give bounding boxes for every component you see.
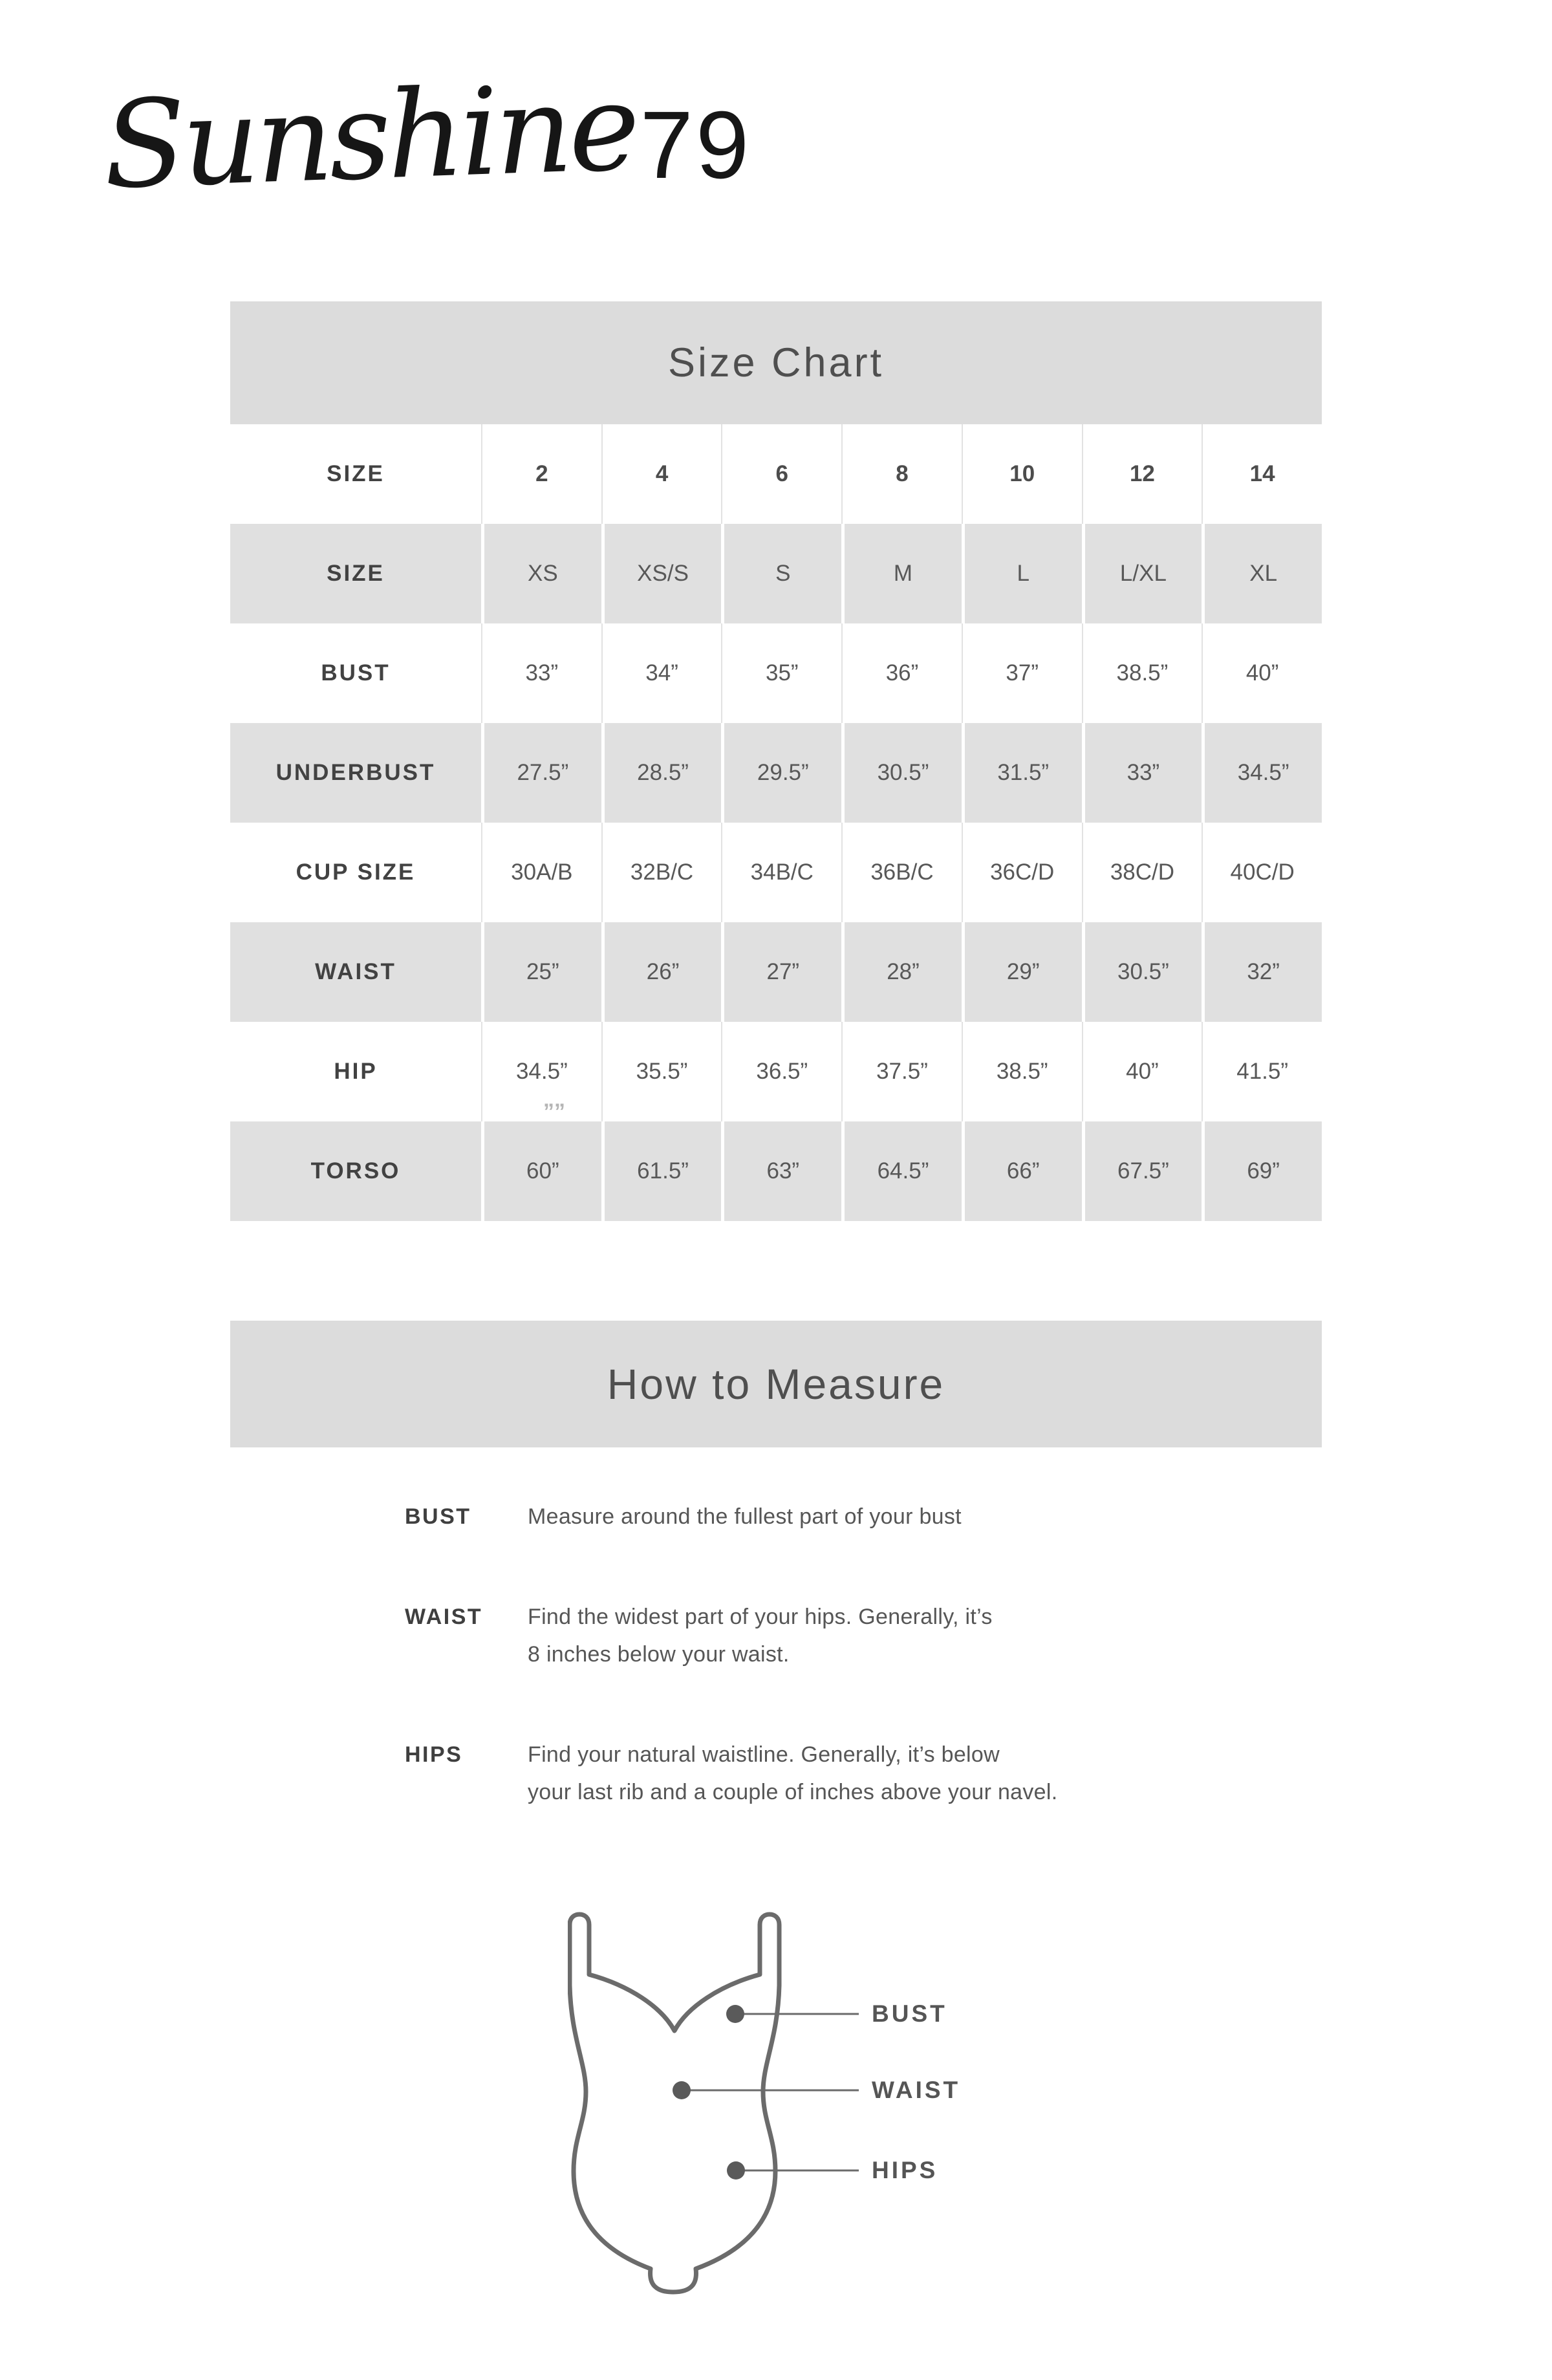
hips-marker-dot bbox=[727, 2161, 745, 2180]
measure-text-line: Find the widest part of your hips. Generally, it’s bbox=[528, 1605, 993, 1629]
waist-marker-dot bbox=[673, 2081, 691, 2099]
size-chart-cell: 32” bbox=[1202, 922, 1322, 1022]
measure-text-line: 8 inches below your waist. bbox=[528, 1642, 790, 1667]
size-chart-cell: 36B/C bbox=[841, 823, 962, 922]
measure-item-bust bbox=[230, 1498, 1322, 1535]
size-chart-cell: 67.5” bbox=[1082, 1121, 1202, 1221]
size-chart-header-band bbox=[230, 301, 1322, 424]
size-chart-cell: 34B/C bbox=[721, 823, 841, 922]
size-chart-cell: 36C/D bbox=[962, 823, 1082, 922]
size-chart-row bbox=[230, 524, 1322, 623]
size-chart-cell: 4 bbox=[601, 424, 722, 524]
size-chart-cell: 34.5” bbox=[481, 1022, 601, 1121]
how-to-measure-section bbox=[230, 1321, 1322, 1874]
size-chart-section bbox=[230, 301, 1322, 1221]
size-chart-cell: 31.5” bbox=[962, 723, 1082, 823]
size-chart-cell: XL bbox=[1202, 524, 1322, 623]
size-chart-cell: 64.5” bbox=[841, 1121, 962, 1221]
bust-marker-dot bbox=[726, 2005, 744, 2023]
size-chart-cell: M bbox=[841, 524, 962, 623]
size-chart-row bbox=[230, 823, 1322, 922]
size-chart-cell: 27.5” bbox=[481, 723, 601, 823]
size-chart-row-label: TORSO bbox=[230, 1121, 481, 1221]
size-chart-row bbox=[230, 623, 1322, 723]
size-chart-cell: 61.5” bbox=[601, 1121, 722, 1221]
how-to-measure-title: How to Measure bbox=[607, 1360, 945, 1408]
size-chart-row-label: WAIST bbox=[230, 922, 481, 1022]
size-chart-row-label: BUST bbox=[321, 660, 391, 686]
size-chart-cell: 40” bbox=[1202, 623, 1322, 723]
size-chart-cell: 60” bbox=[481, 1121, 601, 1221]
diagram-label-bust: BUST bbox=[872, 2000, 947, 2027]
measure-text-bust bbox=[528, 1498, 962, 1535]
size-chart-cell: 2 bbox=[481, 424, 601, 524]
diagram-label-waist: WAIST bbox=[872, 2077, 961, 2103]
size-chart-cell: 34.5” bbox=[1202, 723, 1322, 823]
size-chart-cell: 40” bbox=[1082, 1022, 1202, 1121]
measure-instructions-list bbox=[230, 1498, 1322, 1811]
size-chart-cell: 36.5” bbox=[721, 1022, 841, 1121]
measure-text-waist bbox=[528, 1598, 993, 1673]
size-chart-row-label: CUP SIZE bbox=[296, 860, 416, 885]
swimsuit-diagram bbox=[568, 1908, 1099, 2296]
size-chart-cell: 8 bbox=[841, 424, 962, 524]
size-chart-cell: 6 bbox=[721, 424, 841, 524]
how-to-measure-header-band bbox=[230, 1321, 1322, 1447]
size-chart-cell: 34” bbox=[601, 623, 722, 723]
size-chart-title: Size Chart bbox=[667, 340, 885, 385]
measure-text-line: your last rib and a couple of inches above your navel. bbox=[528, 1780, 1058, 1804]
size-chart-row bbox=[230, 922, 1322, 1022]
size-chart-row-label: SIZE bbox=[230, 524, 481, 623]
size-chart-cell: 12 bbox=[1082, 424, 1202, 524]
measure-text-hips bbox=[528, 1736, 1057, 1811]
size-chart-cell: XS bbox=[481, 524, 601, 623]
size-chart-cell: 63” bbox=[721, 1121, 841, 1221]
size-chart-cell: 38.5” bbox=[962, 1022, 1082, 1121]
size-chart-row bbox=[230, 723, 1322, 823]
size-chart-cell: 33” bbox=[1082, 723, 1202, 823]
brand-logo-script: Sunshine bbox=[101, 56, 639, 216]
size-chart-cell: 69” bbox=[1202, 1121, 1322, 1221]
size-chart-row bbox=[230, 424, 1322, 524]
size-chart-cell: 35” bbox=[721, 623, 841, 723]
size-chart-cell: 27” bbox=[721, 922, 841, 1022]
size-chart-cell: 29.5” bbox=[721, 723, 841, 823]
size-chart-cell: 35.5” bbox=[601, 1022, 722, 1121]
print-artifact-quote: ”” bbox=[543, 1099, 565, 1123]
measure-text-line: Measure around the fullest part of your bust bbox=[528, 1504, 962, 1529]
size-chart-cell: 38C/D bbox=[1082, 823, 1202, 922]
size-chart-cell: 41.5” bbox=[1202, 1022, 1322, 1121]
size-chart-cell: 38.5” bbox=[1082, 623, 1202, 723]
size-chart-cell: L bbox=[962, 524, 1082, 623]
measure-label-waist: WAIST bbox=[405, 1605, 483, 1629]
size-chart-row bbox=[230, 1121, 1322, 1221]
size-chart-cell: 25” bbox=[481, 922, 601, 1022]
brand-logo-number: 79 bbox=[640, 92, 752, 199]
size-chart-row-label: SIZE bbox=[327, 461, 385, 486]
size-chart-row-label: HIP bbox=[334, 1059, 378, 1084]
size-chart-cell: 37.5” bbox=[841, 1022, 962, 1121]
measure-item-waist bbox=[230, 1598, 1322, 1673]
measure-label-hips: HIPS bbox=[405, 1742, 463, 1767]
brand-logo bbox=[101, 56, 752, 216]
size-chart-cell: 32B/C bbox=[601, 823, 722, 922]
size-chart-cell: 33” bbox=[481, 623, 601, 723]
size-chart-cell: 26” bbox=[601, 922, 722, 1022]
size-chart-cell: 28.5” bbox=[601, 723, 722, 823]
size-chart-cell: 66” bbox=[962, 1121, 1082, 1221]
size-chart-cell: S bbox=[721, 524, 841, 623]
size-chart-table bbox=[230, 424, 1322, 1221]
size-chart-row-label: UNDERBUST bbox=[230, 723, 481, 823]
size-chart-cell: 36” bbox=[841, 623, 962, 723]
size-chart-cell: 30.5” bbox=[841, 723, 962, 823]
size-chart-cell: 29” bbox=[962, 922, 1082, 1022]
size-chart-cell: 30.5” bbox=[1082, 922, 1202, 1022]
size-chart-row bbox=[230, 1022, 1322, 1121]
size-chart-cell: 37” bbox=[962, 623, 1082, 723]
size-chart-cell: 28” bbox=[841, 922, 962, 1022]
measure-item-hips bbox=[230, 1736, 1322, 1811]
measure-text-line: Find your natural waistline. Generally, it’s below bbox=[528, 1742, 1000, 1767]
swimsuit-outline-icon bbox=[570, 1914, 779, 2292]
diagram-label-hips: HIPS bbox=[872, 2157, 938, 2183]
size-chart-cell: 14 bbox=[1202, 424, 1322, 524]
size-chart-cell: L/XL bbox=[1082, 524, 1202, 623]
size-chart-cell: 40C/D bbox=[1202, 823, 1322, 922]
measure-label-bust: BUST bbox=[405, 1504, 471, 1529]
size-chart-cell: 10 bbox=[962, 424, 1082, 524]
size-chart-cell: XS/S bbox=[601, 524, 722, 623]
size-chart-cell: 30A/B bbox=[481, 823, 601, 922]
